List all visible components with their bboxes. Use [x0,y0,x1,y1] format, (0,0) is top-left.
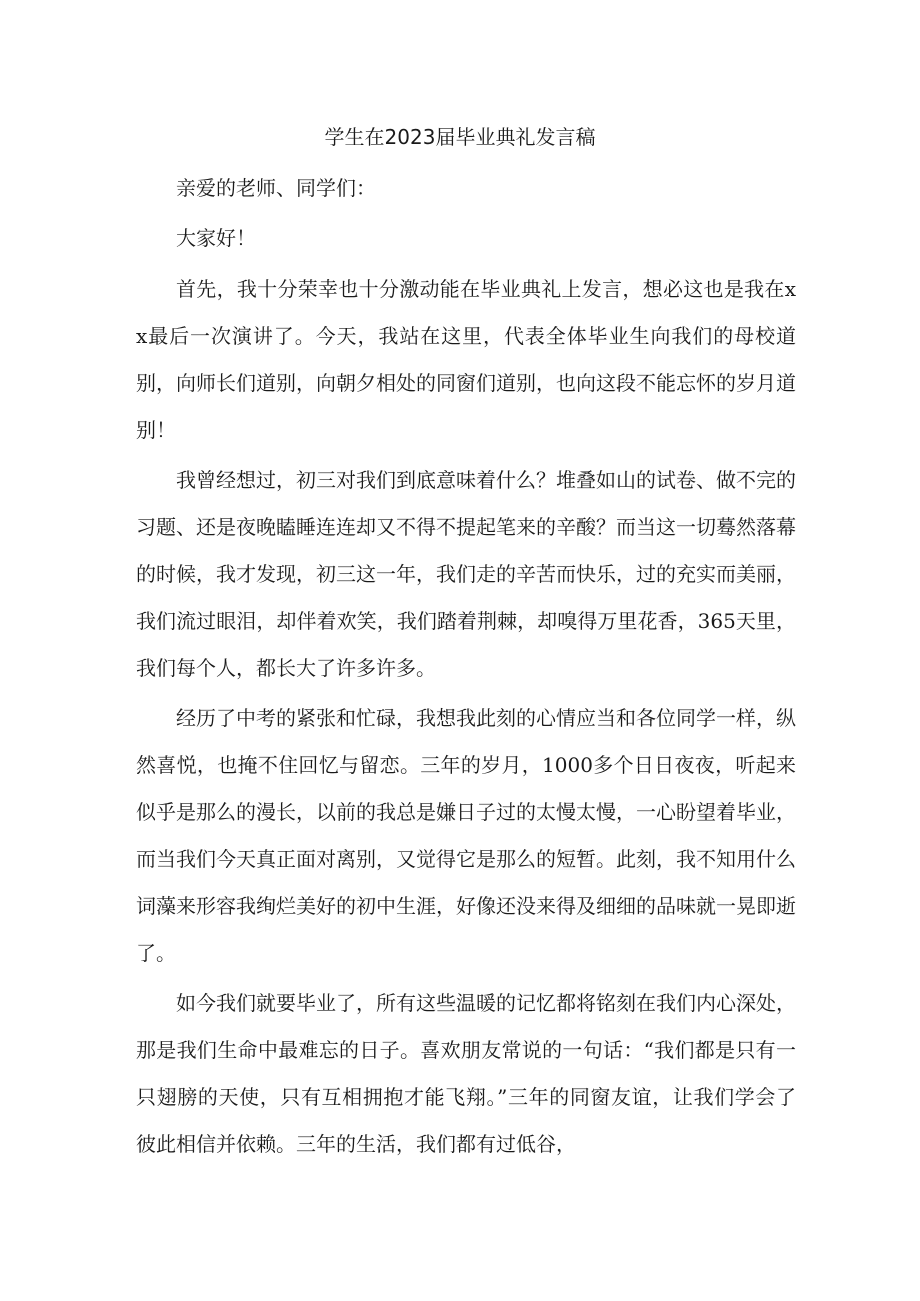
paragraph-1: 首先，我十分荣幸也十分激动能在毕业典礼上发言，想必这也是我在xx最后一次演讲了。今天，我站在这里，代表全体毕业生向我们的母校道别，向师长们道别，向朝夕相处的同窗们道别，也向这段不能忘怀的岁月道别！ [136,277,796,442]
paragraph-4: 如今我们就要毕业了，所有这些温暖的记忆都将铭刻在我们内心深处，那是我们生命中最难忘的日子。喜欢朋友常说的一句话：“我们都是只有一只翅膀的天使，只有互相拥抱才能飞翔。”三年的同窗友谊，让我们学会了彼此相信并依赖。三年的生活，我们都有过低谷， [136,991,796,1156]
paragraph-2: 我曾经想过，初三对我们到底意味着什么？堆叠如山的试卷、做不完的习题、还是夜晚瞌睡连连却又不得不提起笔来的辛酸？而当这一切蓦然落幕的时候，我才发现，初三这一年，我们走的辛苦而快乐，过的充实而美丽，我们流过眼泪，却伴着欢笑，我们踏着荆棘，却嗅得万里花香，365天里，我们每个人，都长大了许多许多。 [136,468,796,680]
salutation: 亲爱的老师、同学们： [176,176,376,200]
greeting: 大家好！ [176,226,256,250]
paragraph-3: 经历了中考的紧张和忙碌，我想我此刻的心情应当和各位同学一样，纵然喜悦，也掩不住回忆与留恋。三年的岁月，1000多个日日夜夜，听起来似乎是那么的漫长，以前的我总是嫌日子过的太慢太慢，一心盼望着毕业，而当我们今天真正面对离别，又觉得它是那么的短暂。此刻，我不知用什么词藻来形容我绚烂美好的初中生涯，好像还没来得及细细的品味就一晃即逝了。 [136,706,796,965]
document-body [136,166,796,1168]
document-title: 学生在2023届毕业典礼发言稿 [324,125,596,149]
